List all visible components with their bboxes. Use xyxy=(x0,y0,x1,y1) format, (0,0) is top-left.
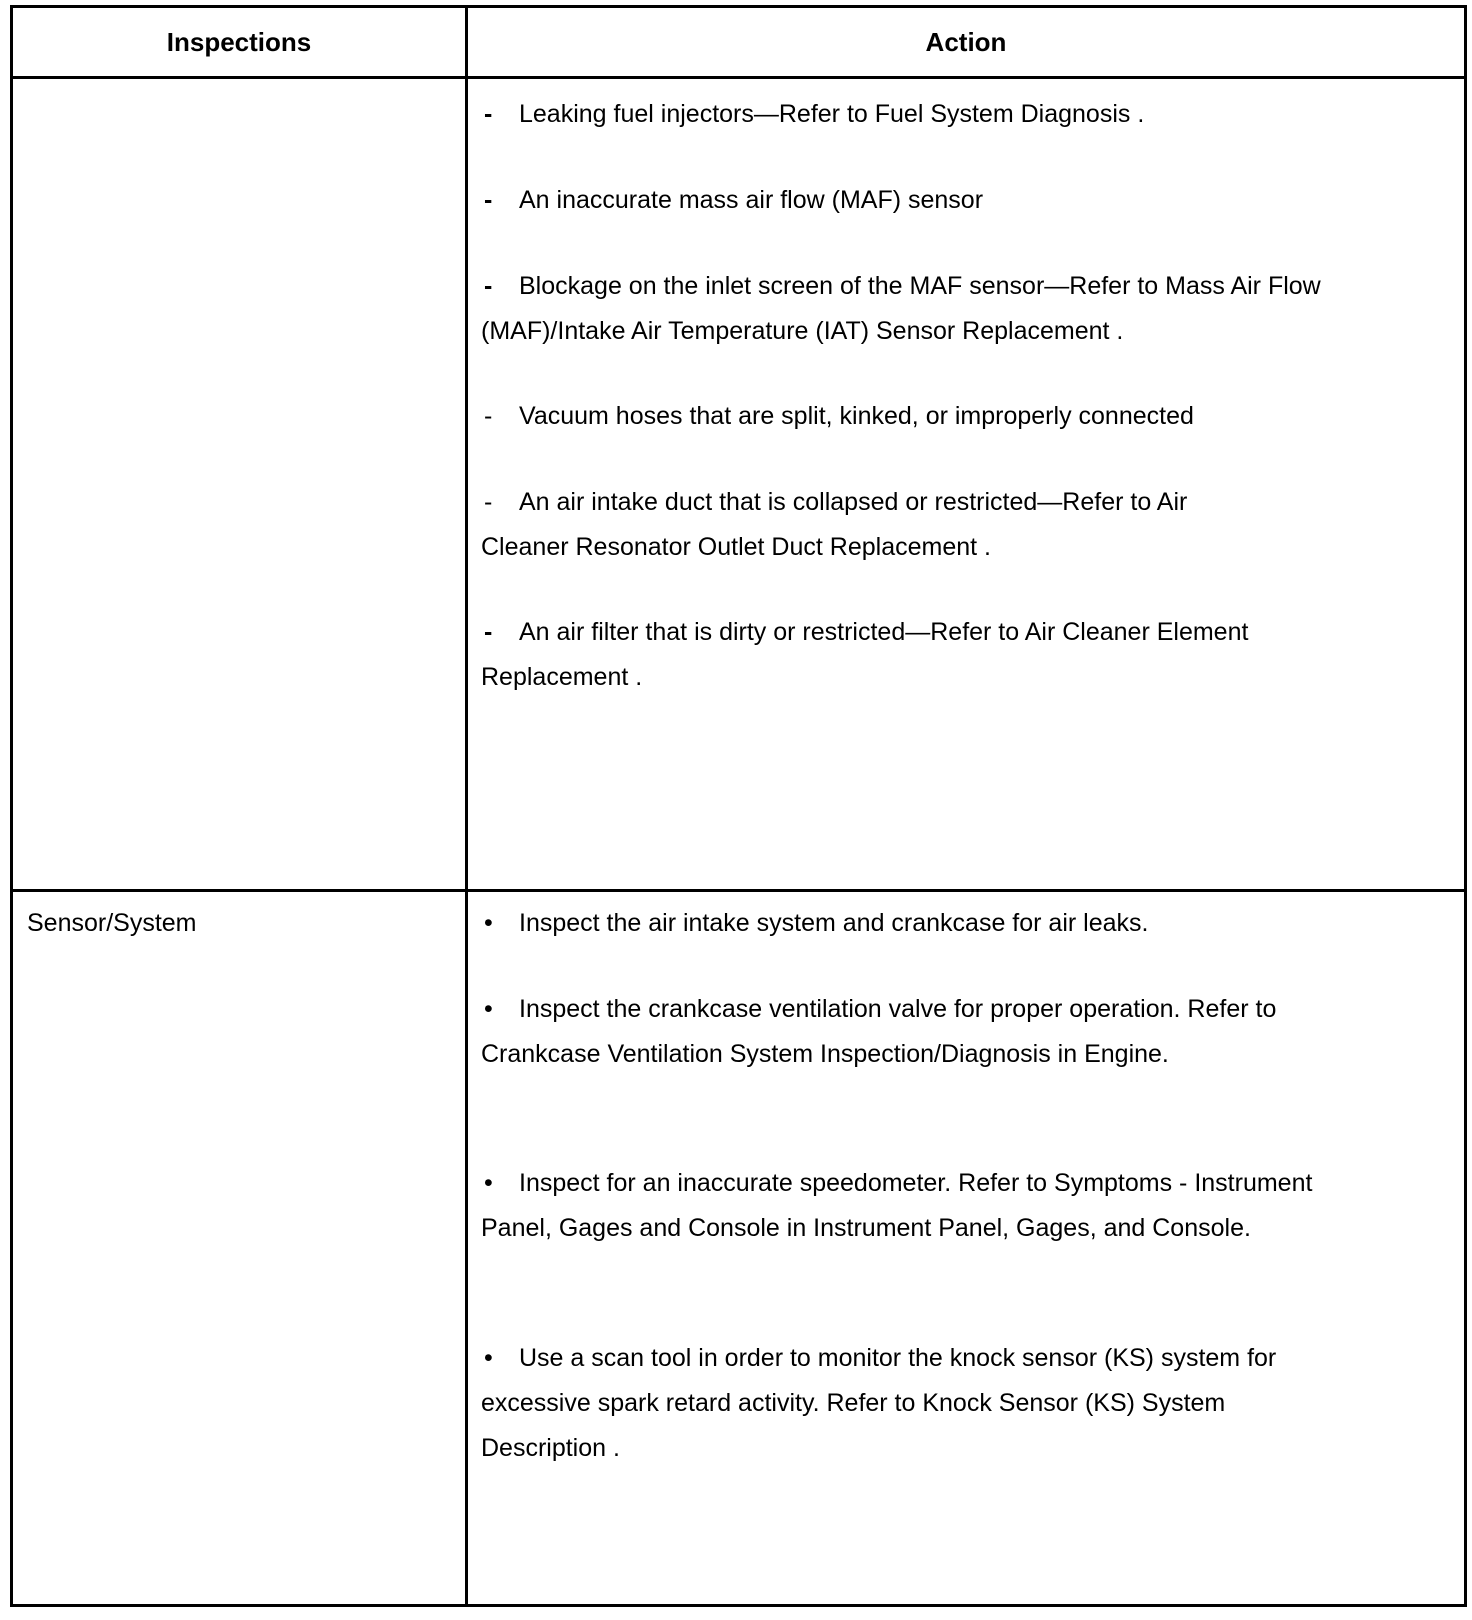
row-2-action-cell xyxy=(481,901,1381,1591)
action-text: Vacuum hoses that are split, kinked, or improperly connected xyxy=(519,402,1194,430)
action-item xyxy=(481,1161,1351,1251)
action-text: Blockage on the inlet screen of the MAF sensor—Refer to Mass Air Flow (MAF)/Intake Air Temperature (IAT) Sensor Replacement . xyxy=(481,272,1321,345)
action-text: An air intake duct that is collapsed or restricted—Refer to Air Cleaner Resonator Outlet Duct Replacement . xyxy=(481,488,1188,561)
action-item xyxy=(481,610,1341,700)
dash-marker: - xyxy=(484,488,493,516)
row-divider xyxy=(13,889,1464,892)
column-divider xyxy=(465,8,468,1604)
dash-marker: - xyxy=(484,618,493,646)
bullet-marker: • xyxy=(484,995,493,1023)
action-text: Inspect the crankcase ventilation valve for proper operation. Refer to Crankcase Ventilation System Inspection/Diagnosis in Engine. xyxy=(481,995,1277,1068)
row-1-action-cell xyxy=(481,92,1381,882)
action-item xyxy=(481,480,1281,570)
action-item xyxy=(481,264,1341,354)
action-item xyxy=(481,178,1381,223)
dash-marker: - xyxy=(484,186,493,214)
header-divider xyxy=(13,76,1464,79)
action-item xyxy=(481,901,1381,946)
action-text: Leaking fuel injectors—Refer to Fuel System Diagnosis . xyxy=(519,100,1145,128)
dash-marker: - xyxy=(484,272,493,300)
action-item xyxy=(481,394,1381,439)
action-text: Use a scan tool in order to monitor the knock sensor (KS) system for excessive spark retard activity. Refer to Knock Sensor (KS) System Description . xyxy=(481,1344,1277,1462)
bullet-marker: • xyxy=(484,1344,493,1372)
header-action: Action xyxy=(925,26,1007,57)
header-inspections: Inspections xyxy=(166,26,312,57)
dash-marker: - xyxy=(484,100,493,128)
dash-marker: - xyxy=(484,402,493,430)
action-item xyxy=(481,987,1331,1077)
action-text: Inspect for an inaccurate speedometer. Refer to Symptoms - Instrument Panel, Gages and Console in Instrument Panel, Gages, and Console. xyxy=(481,1169,1313,1242)
bullet-marker: • xyxy=(484,1169,493,1197)
bullet-marker: • xyxy=(484,909,493,937)
row-2-inspection: Sensor/System xyxy=(27,909,197,937)
action-item xyxy=(481,1336,1341,1471)
action-item xyxy=(481,92,1381,137)
inspection-table xyxy=(10,5,1467,1607)
action-text: Inspect the air intake system and crankcase for air leaks. xyxy=(519,909,1149,937)
action-text: An inaccurate mass air flow (MAF) sensor xyxy=(519,186,984,214)
action-text: An air filter that is dirty or restricted—Refer to Air Cleaner Element Replacement . xyxy=(481,618,1249,691)
